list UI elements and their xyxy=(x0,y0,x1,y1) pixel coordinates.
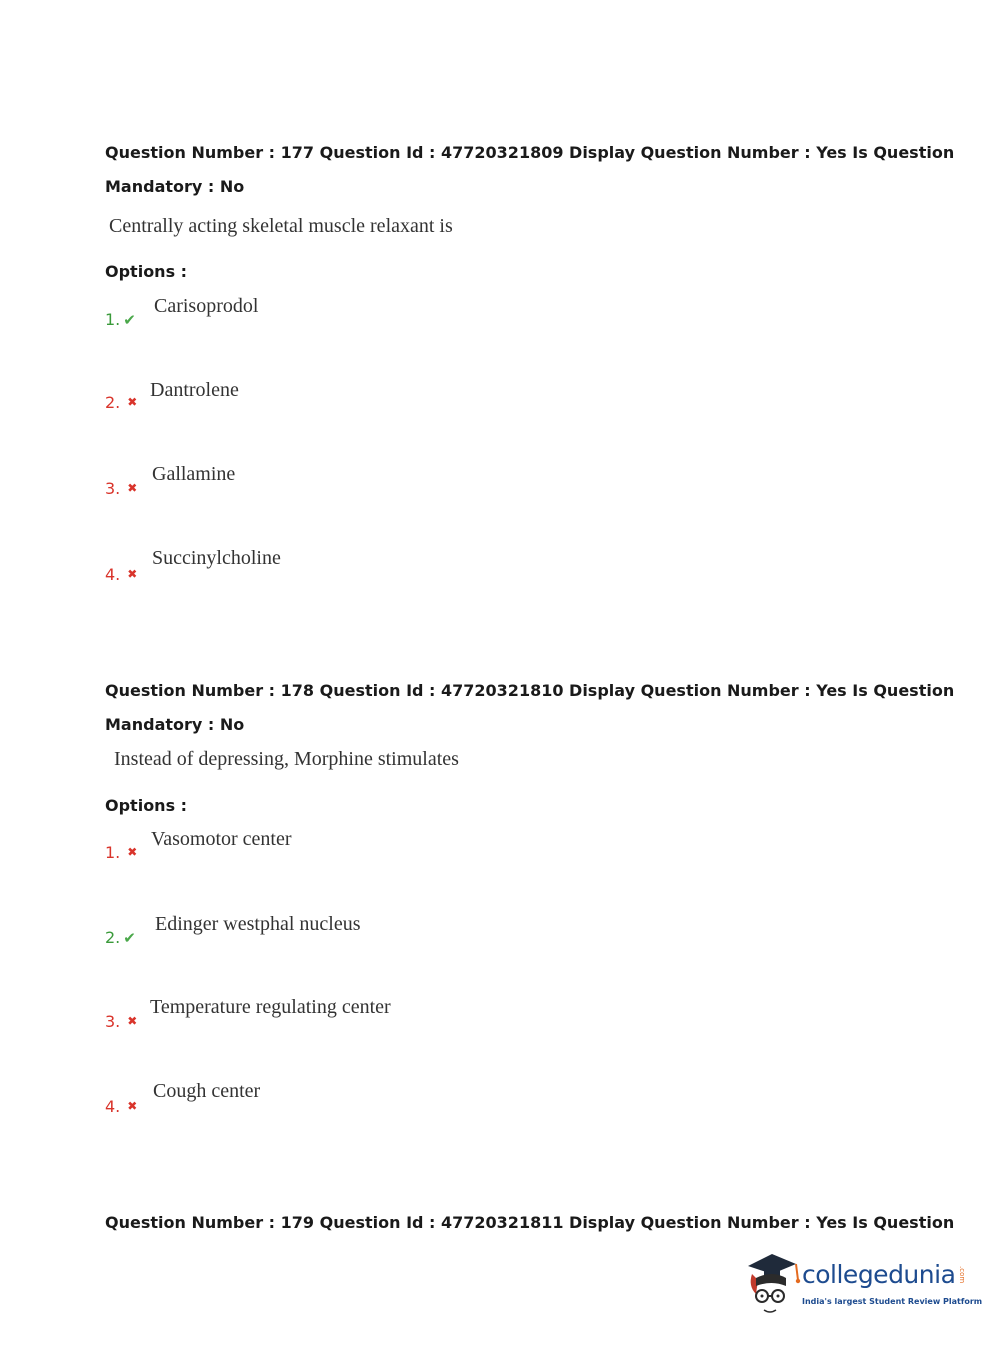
option-number-text: 2. xyxy=(105,928,121,947)
question-text: Centrally acting skeletal muscle relaxant is xyxy=(109,215,453,237)
option-number xyxy=(105,928,136,947)
option-text: Carisoprodol xyxy=(154,295,259,317)
logo-suffix: .com xyxy=(958,1266,966,1284)
options-label: Options : xyxy=(105,796,188,815)
option-text: Cough center xyxy=(153,1080,261,1102)
question-mandatory: Mandatory : No xyxy=(105,177,245,196)
option-number-text: 4. xyxy=(105,565,121,584)
question-text: Instead of depressing, Morphine stimulates xyxy=(114,748,459,770)
option-number xyxy=(105,1012,137,1031)
cross-icon: ✖ xyxy=(127,395,138,409)
question-header: Question Number : 177 Question Id : 47720321809 Display Question Number : Yes Is Question xyxy=(105,143,955,162)
option-number xyxy=(105,565,137,584)
option-text: Temperature regulating center xyxy=(150,996,391,1018)
collegedunia-logo xyxy=(742,1250,983,1320)
logo-wordmark: collegedunia xyxy=(802,1260,956,1289)
option-text: Edinger westphal nucleus xyxy=(155,913,361,935)
option-number xyxy=(105,479,137,498)
option-number-text: 4. xyxy=(105,1097,121,1116)
mascot-icon xyxy=(742,1250,804,1320)
option-number-text: 3. xyxy=(105,1012,121,1031)
option-text: Dantrolene xyxy=(150,379,239,401)
option-number-text: 1. xyxy=(105,310,121,329)
option-number-text: 2. xyxy=(105,393,121,412)
question-header: Question Number : 178 Question Id : 47720321810 Display Question Number : Yes Is Question xyxy=(105,681,955,700)
option-text: Gallamine xyxy=(152,463,236,485)
question-mandatory: Mandatory : No xyxy=(105,715,245,734)
option-text: Succinylcholine xyxy=(152,547,281,569)
check-icon: ✔ xyxy=(123,929,136,947)
cross-icon: ✖ xyxy=(127,481,138,495)
option-number xyxy=(105,310,136,329)
option-number-text: 1. xyxy=(105,843,121,862)
check-icon: ✔ xyxy=(123,311,136,329)
options-label: Options : xyxy=(105,262,188,281)
cross-icon: ✖ xyxy=(127,1099,138,1113)
option-number xyxy=(105,843,137,862)
question-header: Question Number : 179 Question Id : 47720321811 Display Question Number : Yes Is Question xyxy=(105,1213,955,1232)
option-number xyxy=(105,1097,137,1116)
cross-icon: ✖ xyxy=(127,845,138,859)
logo-tagline: India's largest Student Review Platform xyxy=(802,1297,983,1306)
option-text: Vasomotor center xyxy=(151,828,292,850)
cross-icon: ✖ xyxy=(127,1014,138,1028)
option-number-text: 3. xyxy=(105,479,121,498)
cross-icon: ✖ xyxy=(127,567,138,581)
option-number xyxy=(105,393,137,412)
